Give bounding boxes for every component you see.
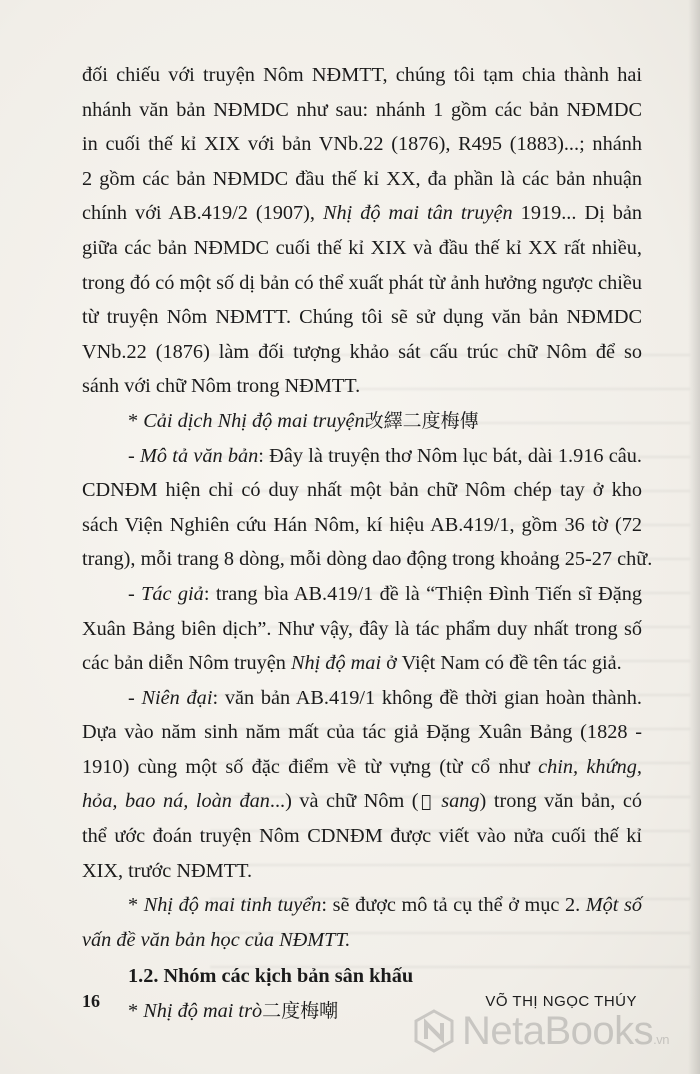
- book-title-tan-truyen: Nhị độ mai tân truyện: [322, 202, 513, 225]
- tinh-tuyen-line-2: [82, 923, 642, 958]
- tinh-tuyen-line-1: [82, 888, 642, 923]
- mo-ta-line-2: sách Viện Nghiên cứu Hán Nôm, kí hiệu AB.419/1, gồm 36 tờ (72: [82, 513, 642, 536]
- body-line-2: nhánh văn bản NĐMDC như sau: nhánh 1 gồm các bản NĐMDC: [82, 98, 642, 121]
- nien-dai-heading-line: [82, 681, 642, 716]
- netabooks-logo-icon: [412, 1009, 456, 1053]
- han-characters: 二度梅嘲: [262, 1000, 339, 1023]
- section-heading: 1.2. Nhóm các kịch bản sân khấu: [128, 965, 414, 988]
- text-a: 1910) cùng một số đặc điểm về từ vựng (từ cổ như: [82, 755, 539, 778]
- body-line-b-5: sánh với chữ Nôm trong NĐMTT.: [82, 375, 361, 398]
- han-characters: 改繹二度梅傳: [364, 409, 479, 432]
- text-a: ...) và chữ Nôm (: [269, 790, 419, 813]
- mo-ta-line-1: CDNĐM hiện chỉ có duy nhất một bản chữ Nôm chép tay ở kho: [82, 479, 642, 502]
- page-gutter-shadow: [688, 0, 700, 1074]
- nien-dai-label: Niên đại: [141, 686, 213, 709]
- sang-reading: sang: [433, 790, 480, 813]
- watermark-text: [462, 1009, 669, 1054]
- text-b: ) trong văn bản, có: [479, 790, 643, 813]
- dash: -: [128, 686, 142, 709]
- watermark-brand: NetaBooks: [462, 1008, 654, 1053]
- line-5: [82, 196, 642, 231]
- nien-dai-line-4: [82, 784, 642, 819]
- dash: -: [128, 582, 142, 605]
- tac-gia-line-1: Xuân Bảng biên dịch”. Như vậy, đây là tác phẩm duy nhất trong số: [82, 617, 642, 640]
- nien-dai-text: : văn bản AB.419/1 không đề thời gian hoàn thành.: [212, 686, 643, 709]
- archaic-words: chin, khứng,: [538, 755, 642, 778]
- watermark-tld: .vn: [653, 1031, 670, 1047]
- body-line-b-4: VNb.22 (1876) làm đối tượng khảo sát cấu trúc chữ Nôm để so: [82, 340, 642, 363]
- body-text: [82, 58, 653, 1029]
- nien-dai-line-b-1: thể ước đoán truyện Nôm CDNĐM được viết vào nửa cuối thế kỉ: [82, 825, 642, 848]
- line-5-text-a: chính với AB.419/2 (1907),: [82, 202, 323, 225]
- nom-character: 𡗶: [418, 792, 434, 813]
- body-line-b-3: từ truyện Nôm NĐMTT. Chúng tôi sẽ sử dụng văn bản NĐMDC: [82, 306, 642, 329]
- mo-ta-line-3: trang), mỗi trang 8 dòng, mỗi dòng dao động trong khoảng 25-27 chữ.: [82, 548, 653, 571]
- body-line-4: 2 gồm các bản NĐMDC đầu thế kỉ XX, đa phần là các bản nhuận: [82, 167, 642, 190]
- section-ref-b: vấn đề văn bản học của NĐMTT.: [82, 928, 351, 951]
- text-b: ở Việt Nam có đề tên tác giả.: [381, 652, 622, 675]
- tinh-tuyen-title: Nhị độ mai tinh tuyển: [143, 894, 322, 917]
- body-line-b-1: giữa các bản NĐMDC cuối thế kỉ XIX và đầu thế kỉ XX rất nhiều,: [82, 236, 642, 259]
- item-star: *: [128, 894, 144, 917]
- mo-ta-label: Mô tả văn bản: [140, 444, 259, 467]
- archaic-words-2: hỏa, bao ná, loàn đan: [82, 790, 270, 813]
- nien-dai-line-3: [82, 750, 642, 785]
- watermark: [412, 1008, 700, 1054]
- tac-gia-text: : trang bìa AB.419/1 đề là “Thiện Đình Tiến sĩ Đặng: [203, 582, 642, 605]
- title-nhi-do-mai: Nhị độ mai: [290, 652, 382, 675]
- page-number: 16: [82, 991, 100, 1011]
- nien-dai-line-1: Dựa vào năm sinh năm mất của tác giả Đặng Xuân Bảng (1828 -: [82, 721, 642, 744]
- author-name: VÕ THỊ NGỌC THÚY: [485, 993, 637, 1010]
- dash: -: [128, 444, 141, 467]
- text-a: các bản diễn Nôm truyện: [82, 652, 291, 675]
- tinh-tuyen-text: : sẽ được mô tả cụ thể ở mục 2.: [321, 894, 586, 917]
- mo-ta-heading-line: [82, 439, 642, 474]
- nien-dai-line-b-2: XIX, trước NĐMTT.: [82, 859, 253, 882]
- tac-gia-heading-line: [82, 577, 642, 612]
- body-line-b-2: trong đó có một số dị bản có thể xuất phát từ ảnh hưởng ngược chiều: [82, 271, 642, 294]
- item-title: Nhị độ mai trò: [143, 1000, 263, 1023]
- mo-ta-text: : Đây là truyện thơ Nôm lục bát, dài 1.916 câu.: [258, 444, 643, 467]
- section-ref-a: Một số: [585, 894, 642, 917]
- body-line-1: đối chiếu với truyện Nôm NĐMTT, chúng tôi tạm chia thành hai: [82, 64, 642, 86]
- item-cai-dich: [82, 404, 642, 439]
- tac-gia-last-line: [82, 646, 642, 681]
- tac-gia-label: Tác giả: [141, 582, 204, 605]
- item-title: Cải dịch Nhị độ mai truyện: [143, 409, 365, 432]
- line-5-text-b: 1919... Dị bản: [512, 202, 642, 225]
- item-star: *: [128, 1000, 144, 1023]
- item-star: *: [128, 409, 144, 432]
- body-line-3: in cuối thế kỉ XIX với bản VNb.22 (1876), R495 (1883)...; nhánh: [82, 133, 642, 156]
